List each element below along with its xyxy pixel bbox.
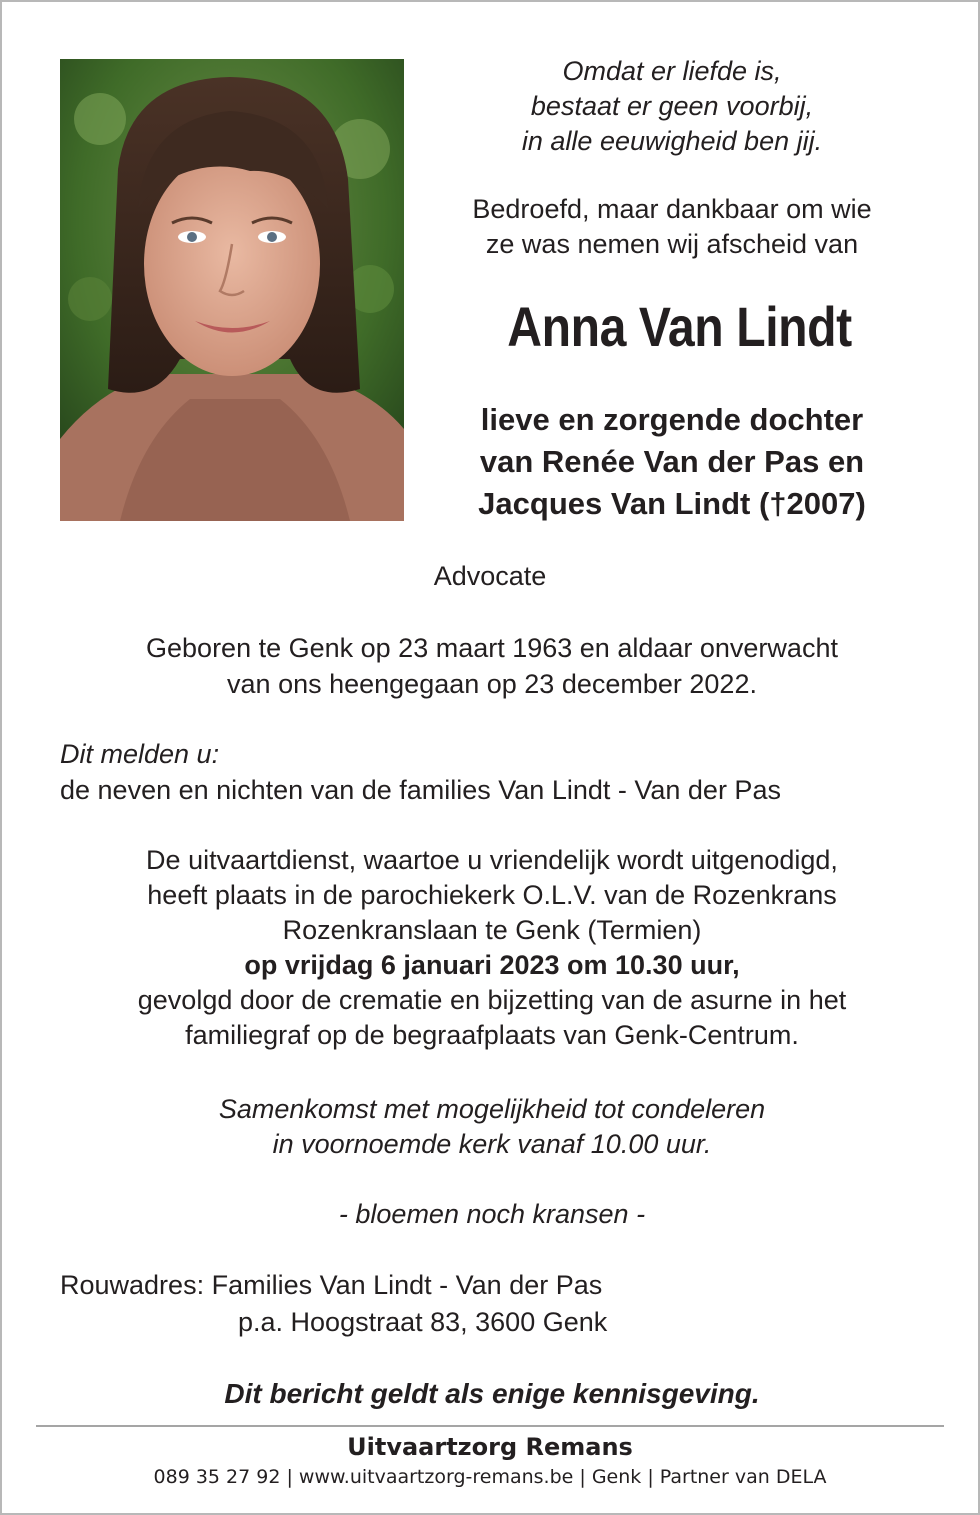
intro-text [422,192,922,262]
service-line: heeft plaats in de parochiekerk O.L.V. van de Rozenkrans [147,880,837,910]
born-line: van ons heengegaan op 23 december 2022. [227,669,757,699]
relation-line: van Renée Van der Pas en [479,444,865,479]
company-contact: 089 35 27 92 | www.uitvaartzorg-remans.be | Genk | Partner van DELA [153,1466,827,1488]
profession: Advocate [433,561,547,591]
birth-death-text [42,630,942,702]
poem-line: Omdat er liefde is, [562,56,782,86]
service-line: gevolgd door de crematie en bijzetting van de asurne in het [137,985,847,1015]
mourning-address [60,1267,960,1341]
poem-line: bestaat er geen voorbij, [530,91,814,121]
address-line-1: Rouwadres: Families Van Lindt - Van der Pas [60,1270,603,1300]
intro-line: Bedroefd, maar dankbaar om wie [472,194,872,224]
flowers-note: - bloemen noch kransen - [338,1199,646,1229]
poem-line: in alle eeuwigheid ben jij. [521,126,823,156]
gathering-line: in voornoemde kerk vanaf 10.00 uur. [272,1129,712,1159]
company-name: Uitvaartzorg Remans [347,1433,633,1461]
footer-divider [36,1425,944,1427]
relation-line: lieve en zorgende dochter [480,402,864,437]
service-date: op vrijdag 6 januari 2023 om 10.30 uur, [244,950,740,980]
born-line: Geboren te Genk op 23 maart 1963 en aldaar onverwacht [146,633,838,663]
announce-label: Dit melden u: [60,739,220,769]
portrait-image [60,59,404,521]
portrait-photo [60,59,404,521]
announce-text: de neven en nichten van de families Van Lindt - Van der Pas [60,775,781,805]
service-line: familiegraf op de begraafplaats van Genk-Centrum. [185,1020,799,1050]
notice-text: Dit bericht geldt als enige kennisgeving. [224,1378,760,1409]
deceased-name: Anna Van Lindt [507,295,852,358]
poem [432,54,912,159]
announcement [60,736,960,808]
funeral-service [42,843,942,1053]
gathering-text [42,1092,942,1162]
relation-line: Jacques Van Lindt (†2007) [478,486,866,521]
relation-text [422,399,922,525]
gathering-line: Samenkomst met mogelijkheid tot condeleren [218,1094,766,1124]
service-line: De uitvaartdienst, waartoe u vriendelijk wordt uitgenodigd, [146,845,838,875]
intro-line: ze was nemen wij afscheid van [485,229,859,259]
service-line: Rozenkranslaan te Genk (Termien) [282,915,702,945]
address-line-2: p.a. Hoogstraat 83, 3600 Genk [238,1307,608,1337]
